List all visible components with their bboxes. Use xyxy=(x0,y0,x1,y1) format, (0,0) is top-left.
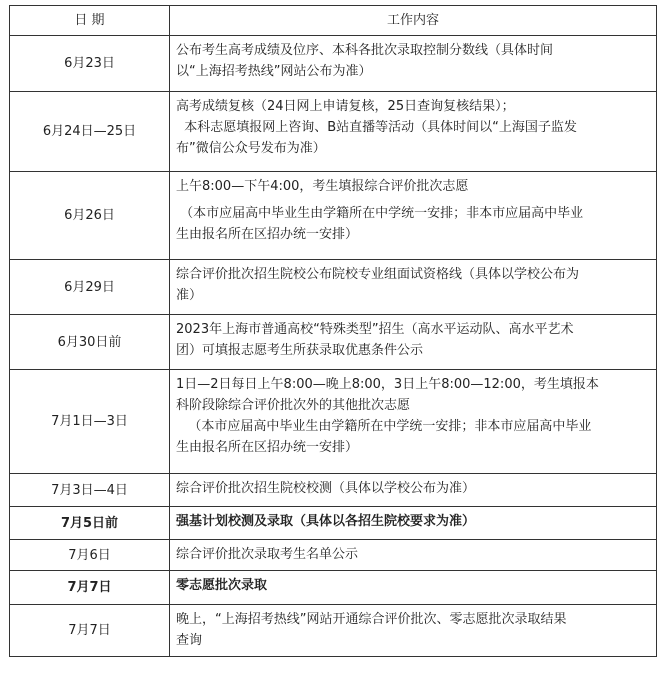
table-row xyxy=(10,92,657,172)
row-date: 6月26日 xyxy=(10,172,170,260)
table-row xyxy=(10,540,657,571)
content-line: 2023年上海市普通高校“特殊类型”招生（高水平运动队、高水平艺术 xyxy=(176,322,574,337)
row-date: 6月23日 xyxy=(10,36,170,92)
row-content xyxy=(170,474,657,507)
table-row xyxy=(10,36,657,92)
content-line: 强基计划校测及录取（具体以各招生院校要求为准） xyxy=(176,514,476,529)
row-date: 7月7日 xyxy=(10,571,170,605)
content-line: 布”微信公众号发布为准） xyxy=(176,141,326,156)
content-line: （本市应届高中毕业生由学籍所在中学统一安排；非本市应届高中毕业 xyxy=(176,206,584,221)
table-row xyxy=(10,370,657,474)
header-date: 日 期 xyxy=(10,6,170,36)
row-content xyxy=(170,92,657,172)
content-line: 1日—2日每日上午8:00—晚上8:00，3日上午8:00—12:00，考生填报本 xyxy=(176,377,599,392)
row-content xyxy=(170,540,657,571)
content-line: 综合评价批次招生院校校测（具体以学校公布为准） xyxy=(176,481,476,496)
content-line: 晚上，“上海招考热线”网站开通综合评价批次、零志愿批次录取结果 xyxy=(176,612,567,627)
row-content xyxy=(170,315,657,370)
row-content xyxy=(170,260,657,315)
content-line: 生由报名所在区招办统一安排） xyxy=(176,440,359,455)
content-line: 科阶段除综合评价批次外的其他批次志愿 xyxy=(176,398,411,413)
content-line: 查询 xyxy=(176,633,203,648)
row-content xyxy=(170,605,657,657)
table-row xyxy=(10,474,657,507)
row-date: 6月29日 xyxy=(10,260,170,315)
content-line: 高考成绩复核（24日网上申请复核，25日查询复核结果）； xyxy=(176,99,515,114)
content-line: 本科志愿填报网上咨询、B站直播等活动（具体时间以“上海国子监发 xyxy=(176,120,577,135)
content-line: 上午8:00—下午4:00，考生填报综合评价批次志愿 xyxy=(176,179,469,194)
row-date: 6月24日—25日 xyxy=(10,92,170,172)
table-row xyxy=(10,605,657,657)
row-date: 7月1日—3日 xyxy=(10,370,170,474)
row-date: 7月7日 xyxy=(10,605,170,657)
row-content xyxy=(170,172,657,260)
row-content xyxy=(170,370,657,474)
content-line: （本市应届高中毕业生由学籍所在中学统一安排；非本市应届高中毕业 xyxy=(176,419,592,434)
row-content xyxy=(170,507,657,540)
row-date: 6月30日前 xyxy=(10,315,170,370)
content-line: 准） xyxy=(176,288,203,303)
header-row xyxy=(10,6,657,36)
table-row xyxy=(10,507,657,540)
row-date: 7月3日—4日 xyxy=(10,474,170,507)
row-date: 7月6日 xyxy=(10,540,170,571)
schedule-table xyxy=(9,5,657,657)
table-row xyxy=(10,172,657,260)
table-row xyxy=(10,315,657,370)
content-line: 生由报名所在区招办统一安排） xyxy=(176,227,359,242)
row-date: 7月5日前 xyxy=(10,507,170,540)
content-line: 综合评价批次录取考生名单公示 xyxy=(176,547,359,562)
table-row xyxy=(10,260,657,315)
table-row xyxy=(10,571,657,605)
content-line: 团）可填报志愿考生所获录取优惠条件公示 xyxy=(176,343,424,358)
row-content xyxy=(170,571,657,605)
content-line: 以“上海招考热线”网站公布为准） xyxy=(176,64,372,79)
content-line: 综合评价批次招生院校公布院校专业组面试资格线（具体以学校公布为 xyxy=(176,267,580,282)
row-content xyxy=(170,36,657,92)
header-content: 工作内容 xyxy=(170,6,657,36)
content-line: 公布考生高考成绩及位序、本科各批次录取控制分数线（具体时间 xyxy=(176,43,554,58)
content-line: 零志愿批次录取 xyxy=(176,578,268,593)
